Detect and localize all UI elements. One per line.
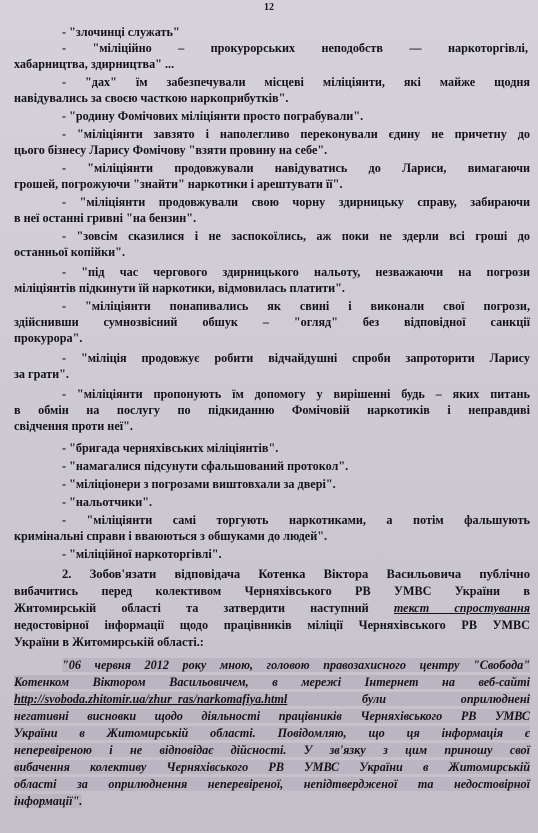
quote-line: - "злочинці служать" — [62, 25, 180, 39]
quote-line: здійснивши сумнозвісний обшук – "огляд" без відповідної санкції — [14, 315, 530, 329]
retraction-line: "06 червня 2012 року мною, головою правозахисного центру "Свобода" — [62, 658, 530, 672]
quote-line: - "міліційно – прокурорських неподобств — наркоторгівлі, — [62, 41, 528, 55]
quote-line: - "родину Фомічових міліціянти просто пограбували". — [62, 109, 364, 123]
quote-line: останньої копійки". — [14, 245, 125, 259]
quote-line: хабарництва, здирництва" ... — [14, 57, 175, 71]
quote-line: кримінальні справи і вваюються з обшуками до людей". — [14, 529, 328, 543]
quote-line: - "міліціянти понапивались як свині і виконали свої погрози, — [62, 299, 530, 313]
retraction-text: були оприлюднені — [361, 692, 530, 706]
quote-line: цього бізнесу Ларису Фомічову "взяти провину на себе". — [14, 143, 328, 157]
quote-line: - "міліціянти продовжували свою чорну здирницьку справу, забираючи — [62, 195, 530, 209]
quote-line: - "міліціянти завзято і наполегливо переконували єдину не причетну до — [62, 127, 530, 141]
quote-line: - "міліціянти самі торгують наркотиками, а потім фальшують — [62, 513, 530, 527]
quote-line: - "міліціянти пропонують їм допомогу у вирішенні будь – яких питань — [62, 387, 530, 401]
quote-line: - "нальотчики". — [62, 495, 153, 509]
item2-line — [62, 567, 530, 581]
quote-line: - "намагалися підсунути сфальшований протокол". — [62, 459, 349, 473]
item2-text: Зобов'язати відповідача Котенка Віктора Васильовича публічно — [89, 567, 530, 581]
retraction-line: області за оприлюднення неперевіреної, непідтвердженої та недостовірної — [14, 777, 530, 791]
page-number: 12 — [264, 2, 274, 13]
quote-line: в обмін на послугу по підкиданню Фомічовій наркотиків і неправдиві — [14, 403, 530, 417]
quote-line: навідувались за своєю часткою наркоприбутків". — [14, 91, 289, 105]
quote-line: прокурора". — [14, 331, 83, 345]
quote-line: свідчення проти неї". — [14, 419, 133, 433]
retraction-line: неперевіреною і не відповідає дійсності. У зв'язку з цим приношу свої — [14, 743, 530, 757]
retraction-line: Котенком Віктором Васильовичем, в мережі Інтернет на веб-сайті — [14, 675, 530, 689]
retraction-text-label: текст спростування — [393, 601, 530, 615]
retraction-line: вибачення колективу Черняхівського РВ УМВС України в Житомирській — [14, 760, 530, 774]
quote-line: - "міліційної наркоторгівлі". — [62, 547, 222, 561]
quote-line: - "дах" їм забезпечували місцеві міліціянти, які майже щодня — [62, 75, 530, 89]
item2-line: України в Житомирській області.: — [14, 635, 204, 649]
item2-line — [14, 601, 530, 615]
item2-number: 2. — [62, 567, 72, 581]
quote-line: за грати". — [14, 367, 69, 381]
retraction-line: негативні висновки щодо діяльності працівників Черняхівського РВ УМВС — [14, 709, 530, 723]
quote-line: - "під час чергового здирницького нальоту, незважаючи на погрози — [62, 265, 530, 279]
quote-line: грошей, погрожуючи "знайти" наркотики і арештувати її". — [14, 177, 343, 191]
retraction-line: інформації". — [14, 794, 83, 808]
quote-line: - "міліція продовжує робити відчайдушні спроби запроторити Ларису — [62, 351, 530, 365]
quote-line: - "міліціонери з погрозами виштовхали за двері". — [62, 477, 336, 491]
item2-line: вибачитись перед колективом Черняхівського РВ УМВС України в — [14, 584, 530, 598]
retraction-line: України в Житомирській області. Повідомляю, що ця інформація є — [14, 726, 530, 740]
item2-text: Житомирській області та затвердити наступний — [14, 601, 369, 615]
quote-line: міліціянтів підкинути їй наркотики, відмовилась платити". — [14, 281, 345, 295]
item2-line: недостовірної інформації щодо працівників міліції Черняхівського РВ УМВС — [14, 618, 530, 632]
quote-line: в неї останні гривні "на бензин". — [14, 211, 197, 225]
quote-line: - "бригада черняхівських міліціянтів". — [62, 441, 279, 455]
retraction-link[interactable]: http://svoboda.zhitomir.ua/zhur_ras/narkomafiya.html — [14, 692, 288, 706]
quote-line: - "зовсім сказилися і не заспокоїлись, аж поки не здерли всі гроші до — [62, 229, 530, 243]
quote-line: - "міліціянти продовжували навідуватись до Лариси, вимагаючи — [62, 161, 530, 175]
retraction-line — [14, 692, 530, 706]
